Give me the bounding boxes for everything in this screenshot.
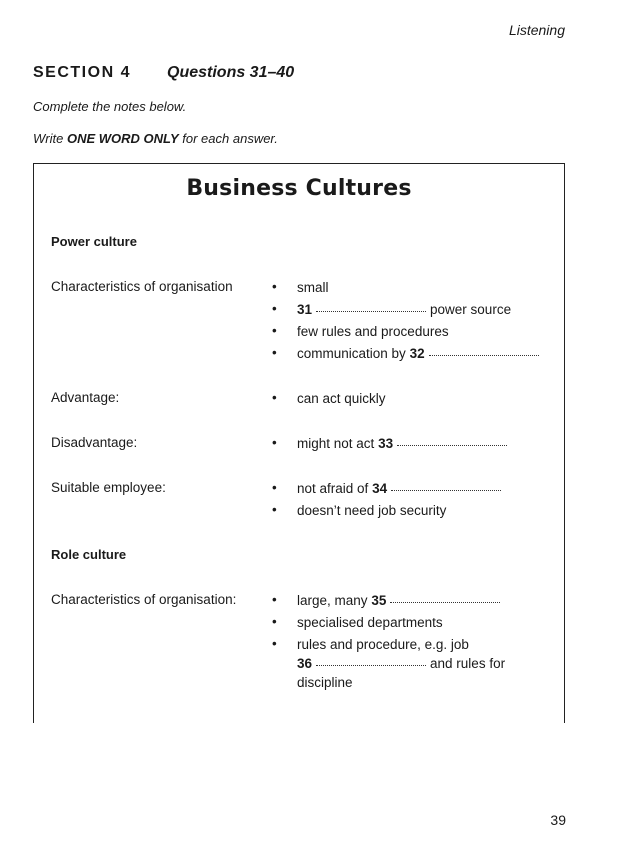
question-34-item: not afraid of 34 — [297, 479, 505, 498]
question-34-number: 34 — [372, 481, 388, 496]
power-characteristics-label: Characteristics of organisation — [51, 279, 233, 294]
notes-title: Business Cultures — [186, 176, 412, 201]
bullet: • — [272, 614, 277, 629]
bullet: • — [272, 480, 277, 495]
bullet: • — [272, 301, 277, 316]
bullet: • — [272, 323, 277, 338]
bullet: • — [272, 435, 277, 450]
answer-31-blank[interactable] — [316, 310, 426, 312]
answer-32-blank[interactable] — [429, 354, 539, 356]
page-number: 39 — [550, 812, 566, 828]
power-culture-heading: Power culture — [51, 234, 137, 249]
role-item-departments: specialised departments — [297, 615, 443, 630]
role-culture-heading: Role culture — [51, 547, 127, 562]
section-title: SECTION 4 — [33, 64, 131, 81]
instruction-complete: Complete the notes below. — [33, 99, 187, 114]
question-35-item: large, many 35 — [297, 591, 504, 610]
answer-34-blank[interactable] — [391, 489, 501, 491]
answer-35-blank[interactable] — [390, 601, 500, 603]
disadvantage-label: Disadvantage: — [51, 435, 138, 450]
power-item-small: small — [297, 280, 329, 295]
instruction-word-limit: Write ONE WORD ONLY for each answer. — [33, 131, 278, 146]
question-35-number: 35 — [371, 593, 387, 608]
bullet: • — [272, 390, 277, 405]
role-item-rules: rules and procedure, e.g. job 36 and rules for discipline — [297, 637, 506, 690]
advantage-label: Advantage: — [51, 390, 120, 405]
power-item-rules: few rules and procedures — [297, 324, 449, 339]
bullet: • — [272, 592, 277, 607]
header-label: Listening — [508, 22, 565, 38]
answer-33-blank[interactable] — [397, 444, 507, 446]
employee-item-security: doesn’t need job security — [297, 503, 447, 518]
suitable-employee-label: Suitable employee: — [51, 480, 166, 495]
advantage-item: can act quickly — [297, 391, 386, 406]
question-33-item: might not act 33 — [297, 434, 511, 453]
question-36-number: 36 — [297, 656, 313, 671]
bullet: • — [272, 636, 277, 651]
bullet: • — [272, 345, 277, 360]
questions-range: Questions 31–40 — [167, 64, 295, 81]
role-characteristics-label: Characteristics of organisation: — [51, 592, 237, 607]
bullet: • — [272, 502, 277, 517]
answer-36-blank[interactable] — [316, 664, 426, 666]
question-33-number: 33 — [378, 436, 394, 451]
question-32-number: 32 — [409, 346, 425, 361]
question-36-item: 36 and rules for — [297, 656, 506, 671]
bullet: • — [272, 279, 277, 294]
question-32-item: communication by 32 — [297, 344, 543, 363]
question-31-number: 31 — [297, 302, 313, 317]
question-31-item: 31 power source — [297, 302, 512, 317]
